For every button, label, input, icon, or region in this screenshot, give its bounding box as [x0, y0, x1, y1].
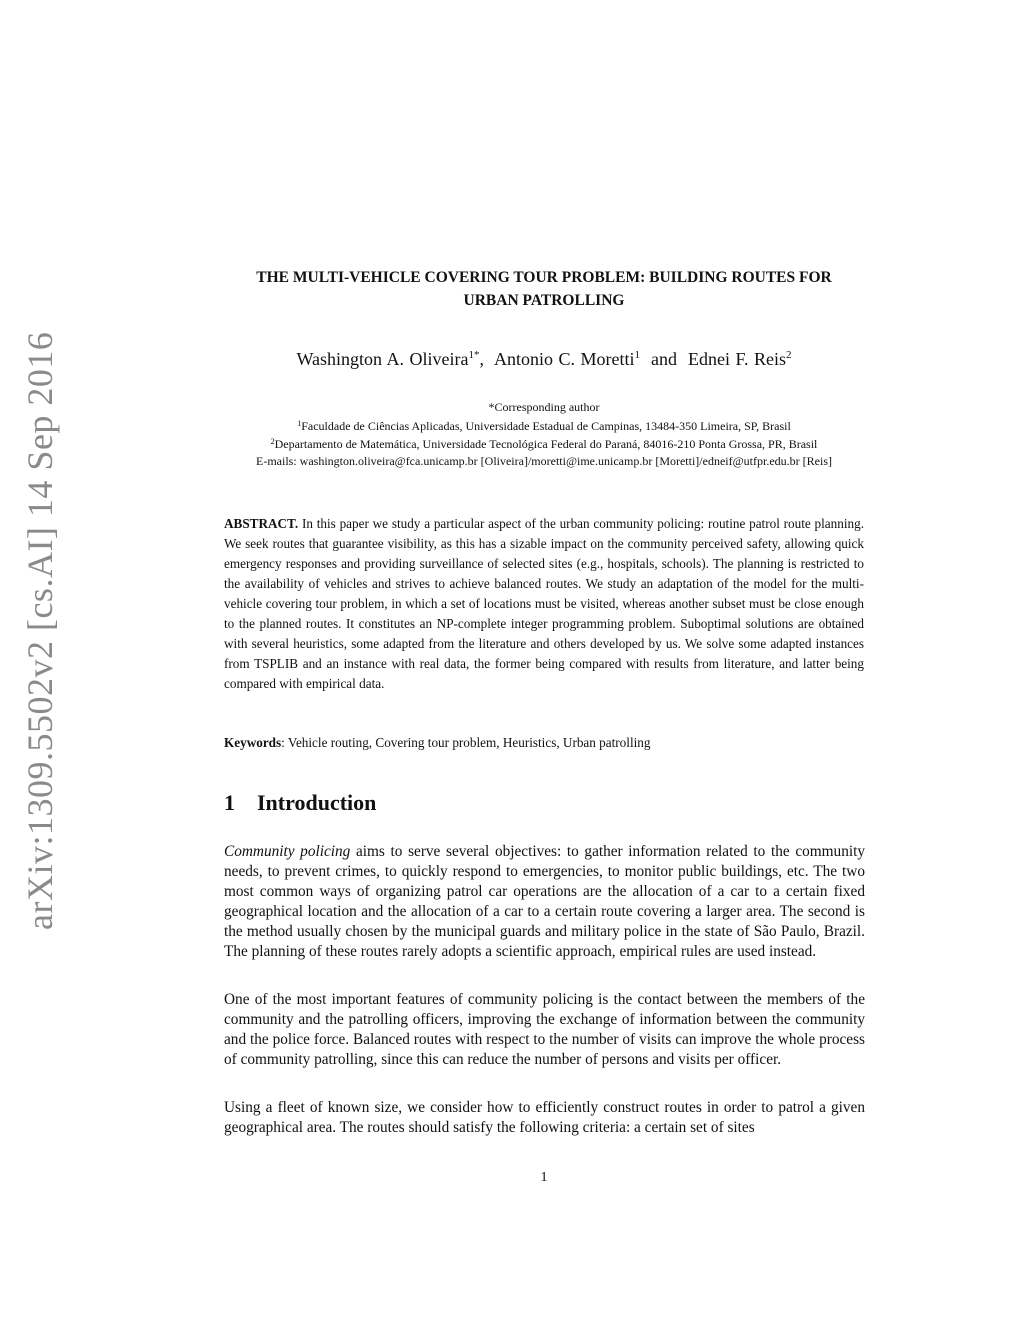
- author-name: Antonio C. Moretti: [493, 349, 635, 369]
- author-affiliation-mark: 1*: [468, 349, 480, 361]
- page-number: 1: [540, 1170, 548, 1185]
- author-separator: and: [639, 349, 688, 369]
- paper-title-line-2: URBAN PATROLLING: [463, 292, 625, 309]
- author-separator: ,: [479, 349, 494, 369]
- affiliations: [190, 399, 898, 453]
- paper-title-line-1: THE MULTI-VEHICLE COVERING TOUR PROBLEM: BUILDING ROUTES FOR: [256, 269, 832, 286]
- emphasis-term: Community policing: [224, 843, 351, 860]
- abstract-label: ABSTRACT.: [224, 516, 299, 531]
- paper-title: [224, 266, 864, 312]
- section-heading-introduction: [224, 788, 376, 818]
- author-affiliation-mark: 2: [786, 349, 792, 361]
- abstract-text: In this paper we study a particular aspect of the urban community policing: routine patrol route planning. We seek routes that guarantee visibility, as this has a sizable impact on the community perceived safety, allowing quick emergency responses and providing surveillance of selected sites (e.g., hospitals, schools). The planning is restricted to the availability of vehicles and strives to achieve balanced routes. We study an adaptation of the model for the multi-vehicle covering tour problem, in which a set of locations must be visited, whereas another subset must be close enough to the planned routes. It constitutes an NP-complete integer programming problem. Suboptimal solutions are obtained with several heuristics, some adapted from the literature and others developed by us. We solve some adapted instances from TSPLIB and an instance with real data, the former being compared with results from literature, and latter being compared with empirical data.: [224, 516, 864, 691]
- corresponding-author-note: *Corresponding author: [488, 400, 600, 414]
- abstract: [224, 514, 864, 694]
- author-list: [224, 342, 864, 372]
- body-paragraph: Using a fleet of known size, we consider how to efficiently construct routes in order to patrol a given geographical area. The routes should satisfy the following criteria: a certain set of sites: [224, 1099, 865, 1136]
- affiliation-text: Faculdade de Ciências Aplicadas, Universidade Estadual de Campinas, 13484-350 Limeira, SP, Brasil: [301, 418, 791, 433]
- section-number: 1: [224, 790, 235, 815]
- author-name: Ednei F. Reis: [687, 349, 787, 369]
- affiliation-text: Departamento de Matemática, Universidade Tecnológica Federal do Paraná, 84016-210 Ponta Grossa, PR, Brasil: [274, 437, 818, 451]
- keywords: [224, 733, 864, 753]
- author-emails: E-mails: washington.oliveira@fca.unicamp.br [Oliveira]/moretti@ime.unicamp.br [Moretti]/edneif@utfpr.edu.br [Reis]: [256, 454, 832, 468]
- author-name: Washington A. Oliveira: [296, 349, 469, 369]
- affiliation-1: [190, 416, 898, 435]
- body-paragraph: One of the most important features of community policing is the contact between the members of the community and the patrolling officers, improving the exchange of information between the community and the police force. Balanced routes with respect to the number of visits can improve the whole process of community patrolling, since this can reduce the number of persons and visits per officer.: [224, 991, 865, 1068]
- paragraph-text: aims to serve several objectives: to gather information related to the community needs, to prevent crimes, to quickly respond to emergencies, to monitor public buildings, etc. The two most common ways of organizing patrol car operations are the allocation of a car to a certain fixed geographical location and the allocation of a car to a certain route covering a larger area. The second is the method usually chosen by the municipal guards and military police in the state of São Paulo, Brazil. The planning of these routes rarely adopts a scientific approach, empirical rules are used instead.: [224, 843, 866, 960]
- arxiv-identifier: arXiv:1309.5502v2 [cs.AI] 14 Sep 2016: [20, 331, 60, 930]
- body-paragraph: [224, 842, 865, 962]
- keywords-label: Keywords: [224, 735, 282, 750]
- affiliation-mark: 2: [270, 437, 275, 446]
- section-title: Introduction: [257, 790, 377, 815]
- affiliation-mark: 1: [297, 418, 302, 428]
- affiliation-2: [190, 434, 898, 453]
- keywords-text: : Vehicle routing, Covering tour problem, Heuristics, Urban patrolling: [281, 735, 651, 750]
- author-affiliation-mark: 1: [634, 349, 640, 361]
